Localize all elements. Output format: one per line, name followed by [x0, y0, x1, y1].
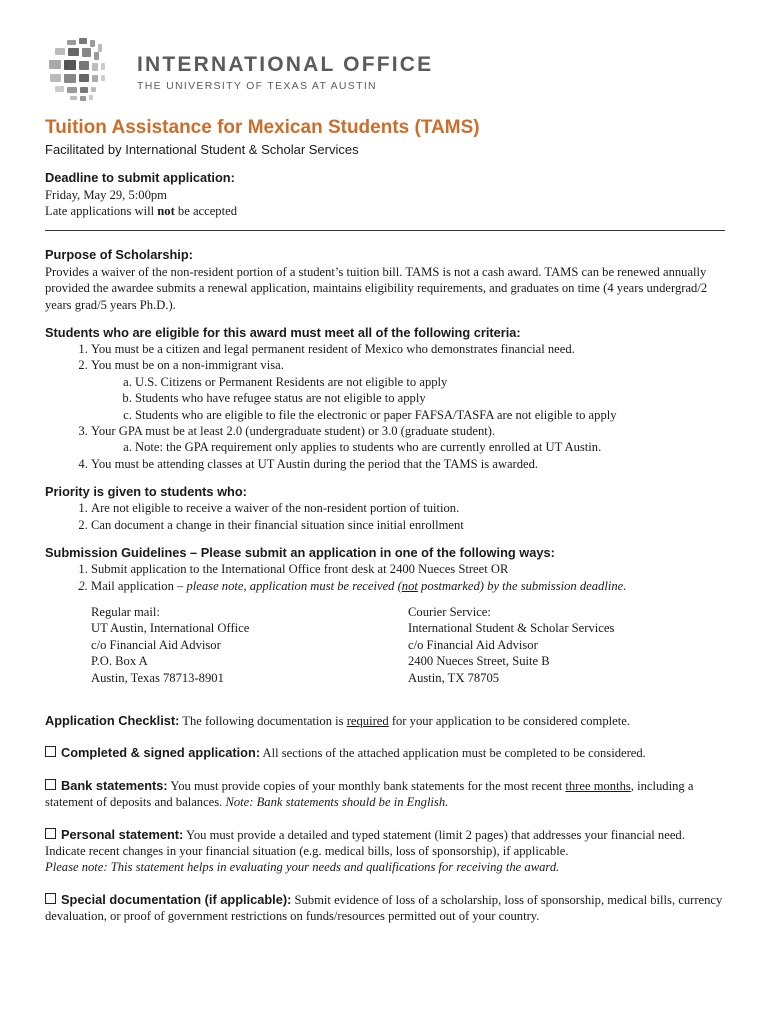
- criteria-sublist: [91, 374, 725, 423]
- list-item: 1. You must be a citizen and legal permanent resident of Mexico who demonstrates financial need.: [91, 341, 725, 357]
- submission-section: [45, 545, 725, 686]
- list-item: 3. Your GPA must be at least 2.0 (undergraduate student) or 3.0 (graduate student). a. Note: the GPA requirement only applies to students who are currently enrolled at UT Austin.: [91, 423, 725, 456]
- courier-address: Courier Service: International Student & Scholar Services c/o Financial Aid Advisor 2400 Nueces Street, Suite B Austin, TX 78705: [408, 604, 615, 685]
- list-item: 2. Can document a change in their financial situation since initial enrollment: [91, 517, 725, 533]
- purpose-text: Provides a waiver of the non-resident portion of a student’s tuition bill. TAMS is not a cash award. TAMS can be renewed annually provided the awardee submits a renewal application, maintains eligibility requirements, and graduates on time (4 years undergrad/2 years grad/5 years Ph.D.).: [45, 264, 708, 312]
- document-body: [45, 116, 725, 925]
- logo-title: INTERNATIONAL OFFICE: [137, 53, 434, 76]
- criteria-sublist: [91, 439, 725, 455]
- purpose-section: [45, 247, 725, 313]
- mailing-addresses: [91, 604, 725, 686]
- checklist-item-special-documentation: Special documentation (if applicable): Submit evidence of loss of a scholarship, loss of sponsorship, medical bills, currency devaluation, or proof of government restrictions on funds/resources permitted out of your country.: [45, 891, 723, 924]
- list-item: 4. You must be attending classes at UT Austin during the period that the TAMS is awarded.: [91, 456, 725, 472]
- list-item: 2. Mail application – please note, application must be received (not postmarked) by the submission deadline.: [91, 578, 725, 594]
- checkbox-icon: [45, 746, 56, 757]
- section-divider: [45, 230, 725, 231]
- checklist-intro: Application Checklist: The following documentation is required for your application to be considered complete.: [45, 712, 630, 728]
- document-subtitle: Facilitated by International Student & Scholar Services: [45, 142, 359, 157]
- list-item: c. Students who are eligible to file the electronic or paper FAFSA/TASFA are not eligible to apply: [135, 407, 725, 423]
- priority-heading: Priority is given to students who:: [45, 484, 247, 500]
- list-item: 1. Are not eligible to receive a waiver of the non-resident portion of tuition.: [91, 500, 725, 516]
- criteria-heading: Students who are eligible for this award must meet all of the following criteria:: [45, 325, 521, 341]
- priority-list: [45, 500, 725, 533]
- list-item: a. U.S. Citizens or Permanent Residents are not eligible to apply: [135, 374, 725, 390]
- document-title: Tuition Assistance for Mexican Students (TAMS): [45, 117, 480, 138]
- checkbox-icon: [45, 893, 56, 904]
- list-item: b. Students who have refugee status are not eligible to apply: [135, 390, 725, 406]
- deadline-late-note: Late applications will not be accepted: [45, 204, 237, 219]
- international-office-logo: [45, 36, 445, 106]
- logo-text: [137, 54, 433, 92]
- deadline-heading: Deadline to submit application:: [45, 170, 235, 185]
- checklist-item-personal-statement: Personal statement: You must provide a detailed and typed statement (limit 2 pages) that addresses your financial need. Indicate recent changes in your financial situation (e.g. medical bills, loss of sponsorship), if applicable. Please note: This statement helps in evaluating your needs and qualifications for receiving the award.: [45, 826, 685, 875]
- checkbox-icon: [45, 779, 56, 790]
- checkbox-icon: [45, 828, 56, 839]
- submission-list: [45, 561, 725, 594]
- logo-subtitle: THE UNIVERSITY OF TEXAS AT AUSTIN: [137, 80, 377, 92]
- list-item: 1. Submit application to the International Office front desk at 2400 Nueces Street OR: [91, 561, 725, 577]
- list-item: a. Note: the GPA requirement only applies to students who are currently enrolled at UT Austin.: [135, 439, 725, 455]
- deadline-date: Friday, May 29, 5:00pm: [45, 188, 167, 202]
- checklist-item-bank-statements: Bank statements: You must provide copies of your monthly bank statements for the most recent three months, including a statement of deposits and balances. Note: Bank statements should be in English.: [45, 777, 694, 810]
- deadline-section: [45, 170, 725, 220]
- list-item: 2. You must be on a non-immigrant visa. a. U.S. Citizens or Permanent Residents are not eligible to apply b. Students who have refugee status are not eligible to apply c. Students who are eligible to file the electronic or paper FAFSA/TASFA are not eligible to apply: [91, 357, 725, 423]
- purpose-heading: Purpose of Scholarship:: [45, 246, 193, 262]
- criteria-section: [45, 325, 725, 472]
- criteria-list: [45, 341, 725, 472]
- globe-dots-icon: [45, 36, 125, 106]
- regular-mail-address: Regular mail: UT Austin, International Office c/o Financial Aid Advisor P.O. Box A Austin, Texas 78713-8901: [91, 604, 250, 685]
- priority-section: [45, 484, 725, 533]
- checklist-item-application: Completed & signed application: All sections of the attached application must be completed to be considered.: [45, 745, 725, 761]
- submission-heading: Submission Guidelines – Please submit an application in one of the following ways:: [45, 545, 555, 561]
